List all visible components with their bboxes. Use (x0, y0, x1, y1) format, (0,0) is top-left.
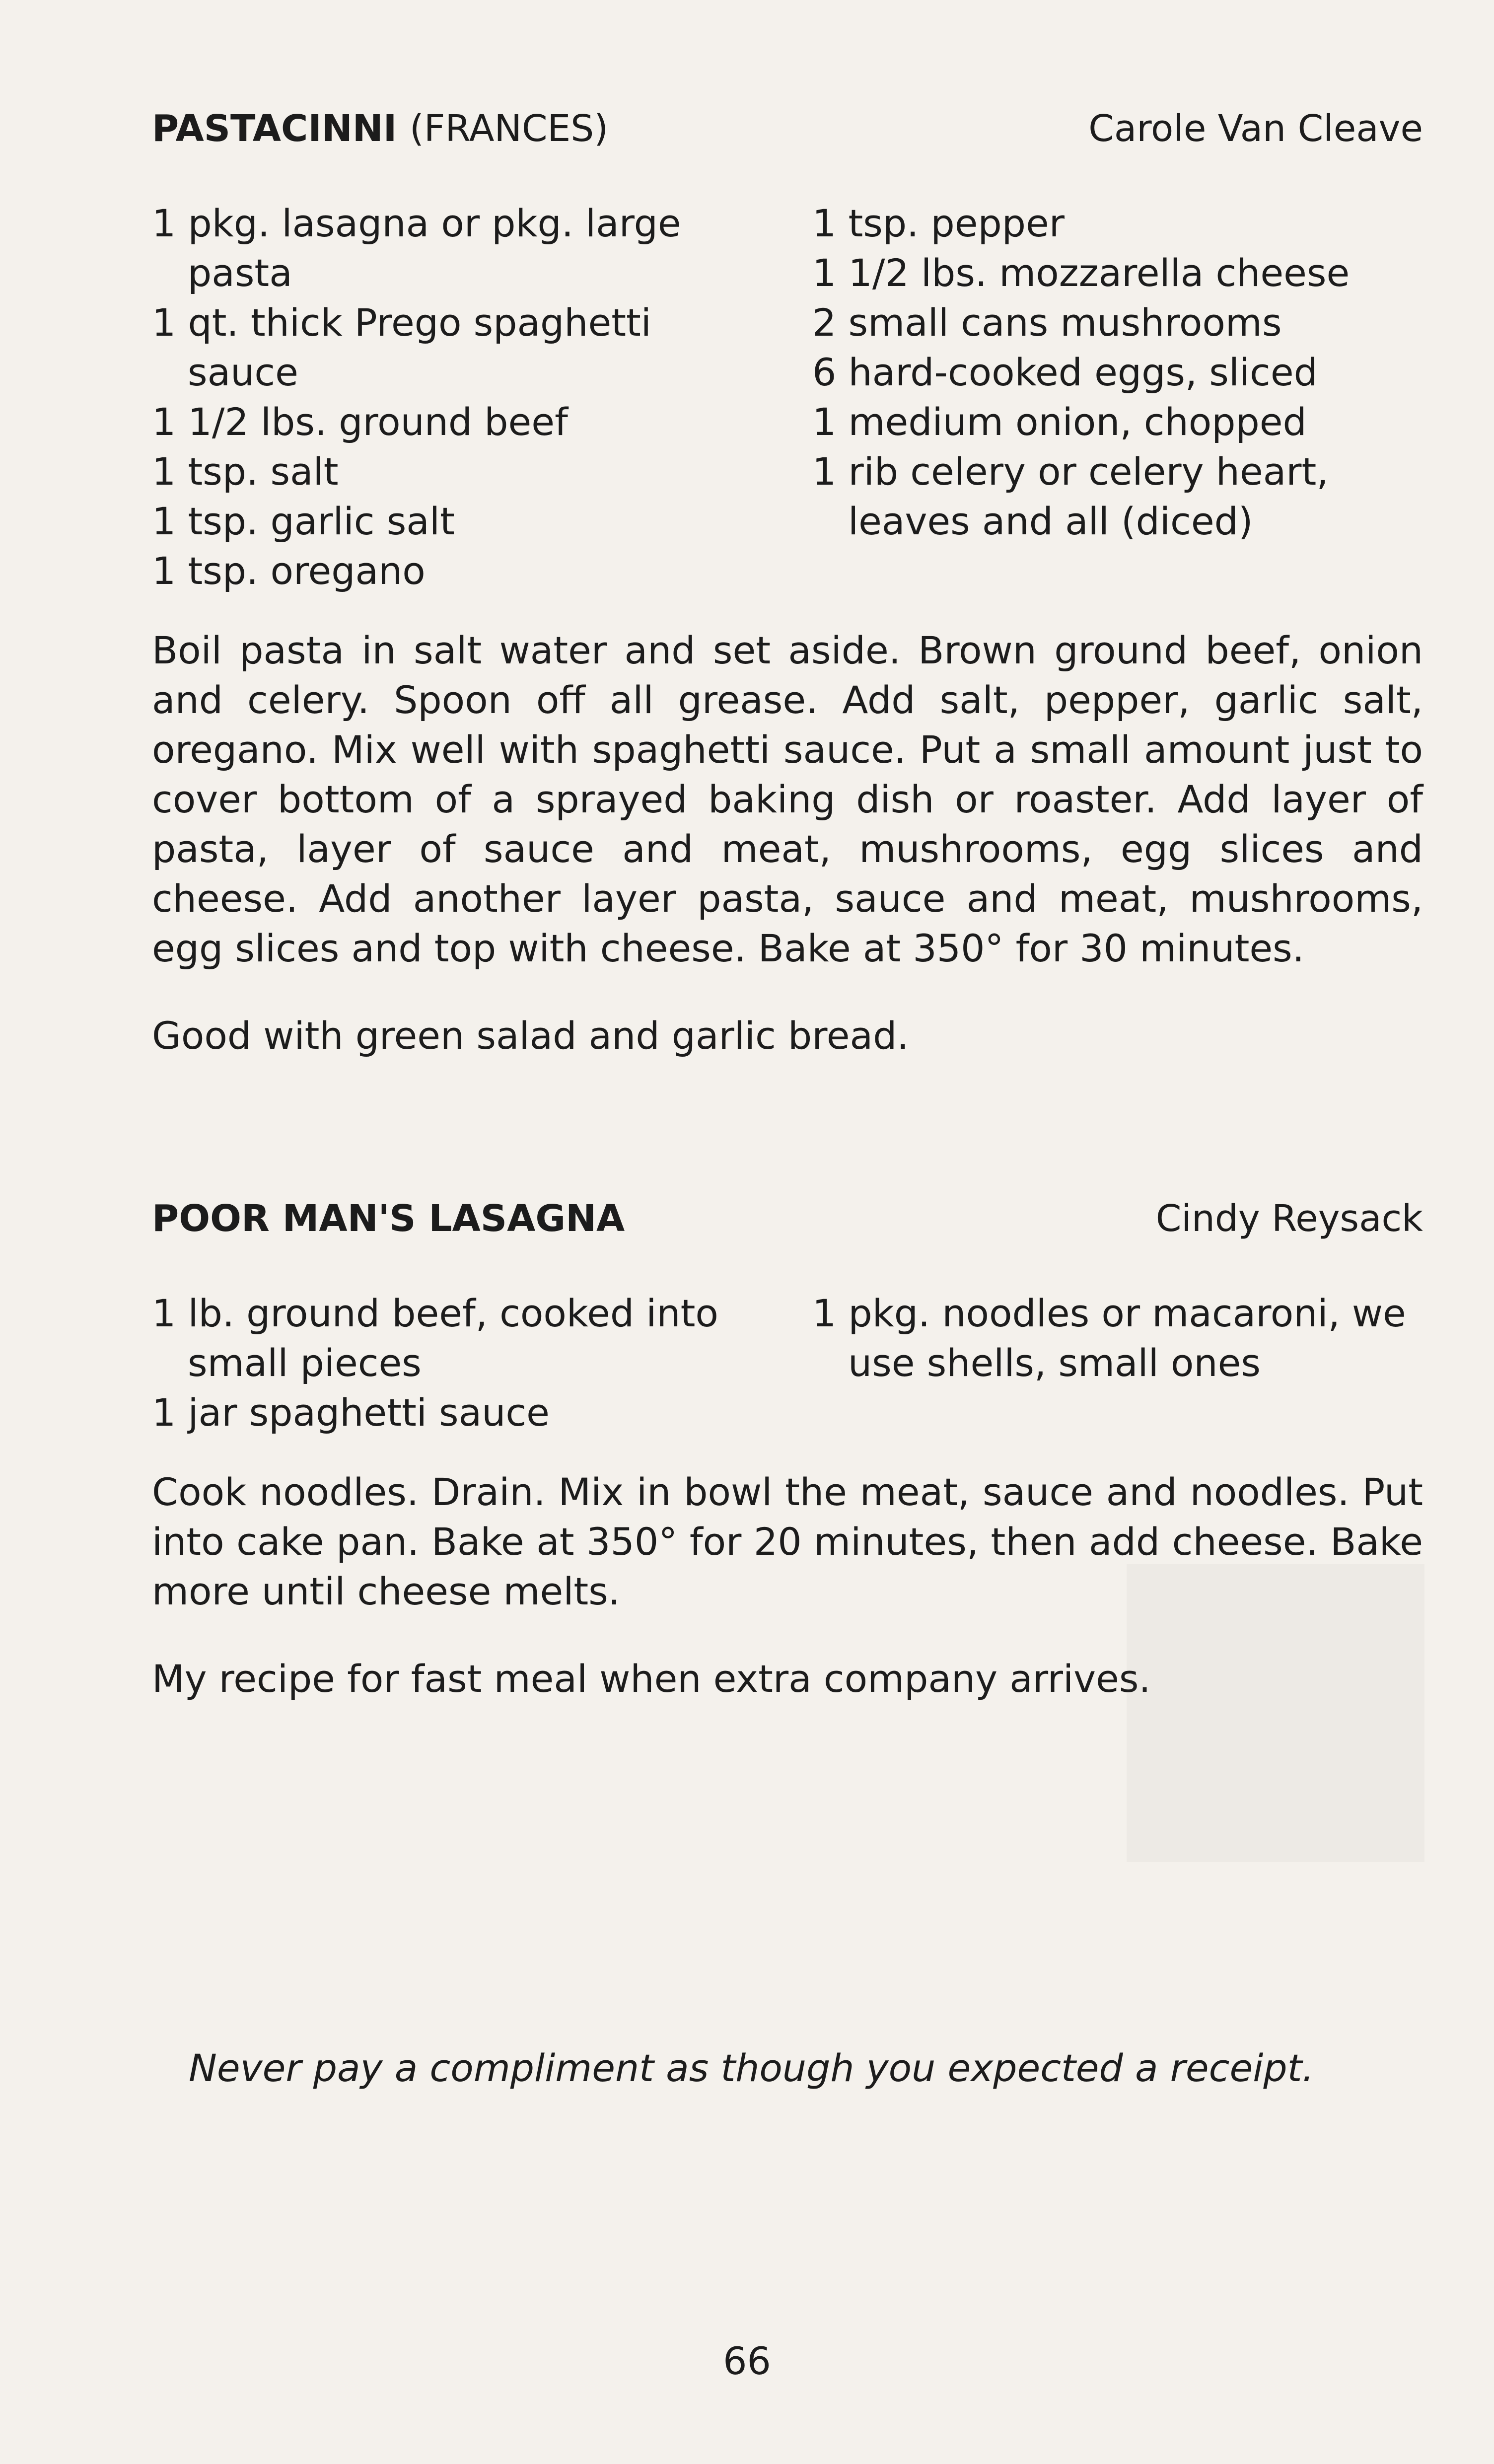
recipe-directions: Cook noodles. Drain. Mix in bowl the meat, sauce and noodles. Put into cake pan. Bake at 350° for 20 minutes, then add cheese. Bake more until cheese melts. (152, 1469, 1423, 1613)
ingredient-item: 1 tsp. garlic salt (152, 499, 455, 543)
recipe-author: Cindy Reysack (1155, 1197, 1423, 1240)
recipe-subtitle: (FRANCES) (410, 107, 609, 150)
recipe-pastacinni (152, 107, 1423, 1098)
ingredient-column-right (773, 1289, 1423, 1438)
ingredient-item: 1 1/2 lbs. ground beef (152, 399, 568, 444)
recipe-directions: Boil pasta in salt water and set aside. Brown ground beef, onion and celery. Spoon off all grease. Add salt, pepper, garlic salt, oregano. Mix well with spaghetti sauce. Put a small amount just to cover bottom of a sprayed baking dish or roaster. Add layer of pasta, layer of sauce and meat, mushrooms, egg slices and cheese. Add another layer pasta, sauce and meat, mushrooms, egg slices and top with cheese. Bake at 350° for 30 minutes. (152, 628, 1423, 970)
ingredient-column-right (773, 199, 1423, 596)
recipe-title-text: PASTACINNI (152, 107, 397, 150)
recipe-note: My recipe for fast meal when extra company arrives. (152, 1656, 1151, 1701)
recipe-title-row (152, 107, 1423, 151)
ingredient-item: 1 1/2 lbs. mozzarella cheese (812, 250, 1350, 295)
recipe-title: POOR MAN'S LASAGNA (152, 1197, 625, 1240)
ingredient-item: 1 lb. ground beef, cooked into small pieces (152, 1291, 718, 1385)
ingredient-item: 6 hard-cooked eggs, sliced (812, 350, 1318, 394)
ingredient-item: 1 pkg. noodles or macaroni, we use shells, small ones (812, 1291, 1406, 1385)
recipe-author: Carole Van Cleave (1088, 107, 1423, 150)
ingredient-item: 1 pkg. lasagna or pkg. large pasta (152, 201, 681, 295)
ingredient-list (152, 199, 1423, 596)
recipe-note: Good with green salad and garlic bread. (152, 1013, 909, 1058)
ingredient-item: 2 small cans mushrooms (812, 300, 1282, 345)
page-number: 66 (723, 2339, 771, 2383)
quote: Never pay a compliment as though you expected a receipt. (189, 2046, 1314, 2090)
ingredient-item: 1 tsp. salt (152, 449, 339, 494)
ingredient-item: 1 rib celery or celery heart, leaves and all (diced) (812, 449, 1329, 543)
bleed-through-texture (1127, 1564, 1424, 1862)
recipe-title-row (152, 1197, 1423, 1241)
recipe-title (152, 107, 608, 151)
ingredient-item: 1 qt. thick Prego spaghetti sauce (152, 300, 651, 394)
ingredient-item: 1 tsp. oregano (152, 548, 426, 593)
ingredient-column-left (152, 199, 773, 596)
ingredient-list (152, 1289, 1423, 1438)
ingredient-item: 1 medium onion, chopped (812, 399, 1307, 444)
ingredient-column-left (152, 1289, 773, 1438)
ingredient-item: 1 jar spaghetti sauce (152, 1390, 550, 1435)
ingredient-item: 1 tsp. pepper (812, 201, 1065, 245)
